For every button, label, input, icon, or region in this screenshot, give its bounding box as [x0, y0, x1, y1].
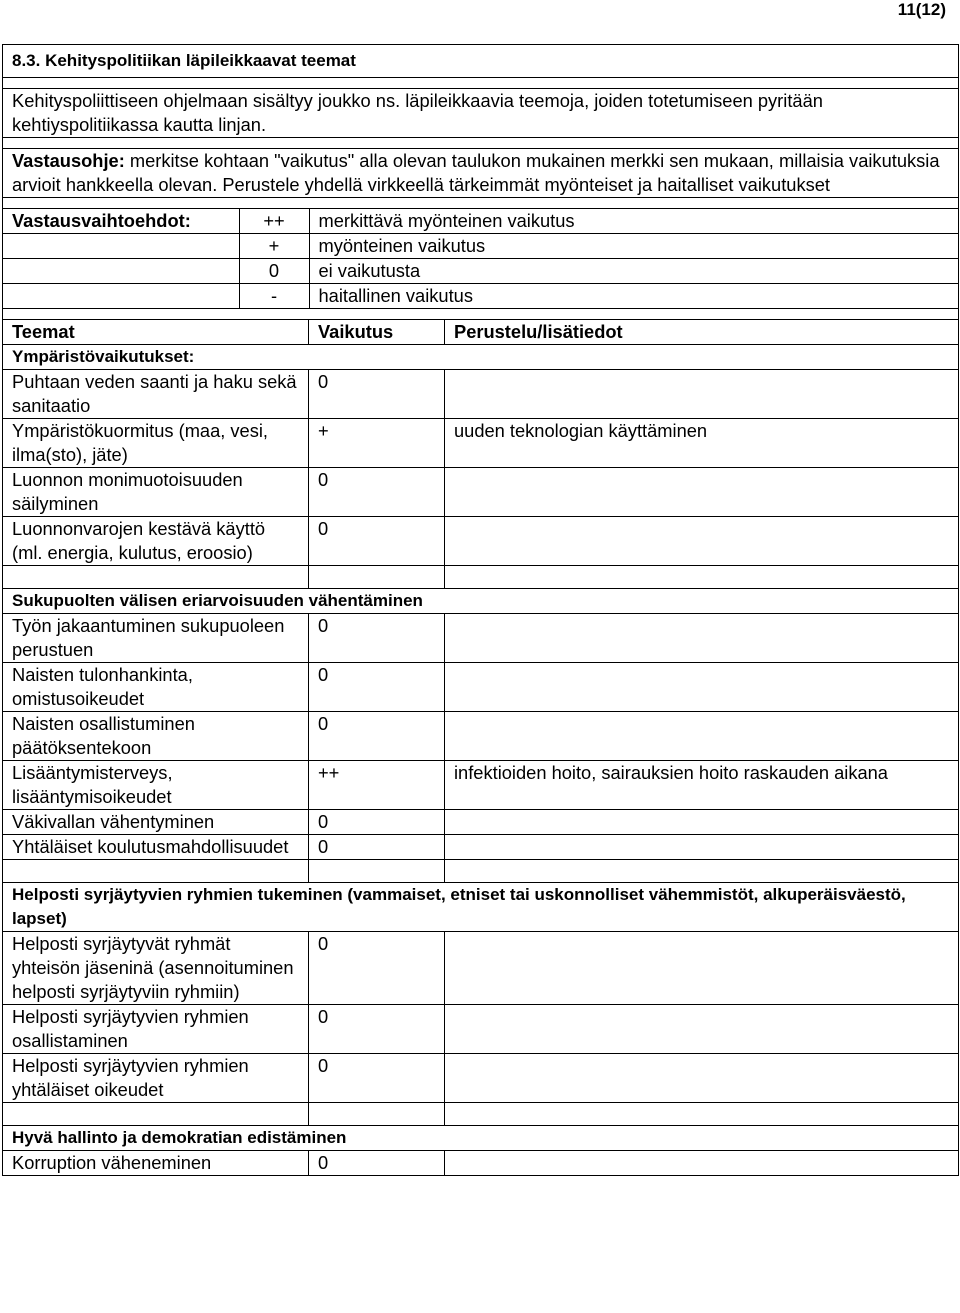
table-row [3, 932, 959, 1005]
instructions-row [3, 149, 959, 198]
assessment-table [2, 44, 959, 1176]
option-text: ei vaikutusta [309, 259, 958, 284]
section-title-row [3, 589, 959, 614]
option-row [3, 259, 958, 284]
theme-cell: Yhtäläiset koulutusmahdollisuudet [3, 835, 309, 860]
option-row [3, 234, 958, 259]
table-row [3, 1005, 959, 1054]
impact-cell: ++ [309, 761, 445, 810]
section-title: Ympäristövaikutukset: [3, 345, 959, 370]
theme-cell: Helposti syrjäytyvien ryhmien yhtäläiset oikeudet [3, 1054, 309, 1103]
table-row [3, 761, 959, 810]
theme-cell: Korruption väheneminen [3, 1151, 309, 1176]
table-row [3, 835, 959, 860]
heading-row [3, 45, 959, 78]
table-row [3, 468, 959, 517]
rationale-cell [445, 1151, 959, 1176]
rationale-cell [445, 663, 959, 712]
table-row [3, 1151, 959, 1176]
rationale-cell [445, 1005, 959, 1054]
theme-cell: Lisääntymisterveys, lisääntymisoikeudet [3, 761, 309, 810]
section-heading: 8.3. Kehityspolitiikan läpileikkaavat teemat [3, 45, 959, 78]
rationale-cell [445, 932, 959, 1005]
theme-cell: Väkivallan vähentyminen [3, 810, 309, 835]
instructions-label: Vastausohje: [12, 150, 125, 171]
table-row [3, 517, 959, 566]
rationale-cell [445, 517, 959, 566]
table-row [3, 663, 959, 712]
options-row [3, 209, 959, 309]
table-row [3, 1054, 959, 1103]
rationale-cell: infektioiden hoito, sairauksien hoito raskauden aikana [445, 761, 959, 810]
theme-cell: Helposti syrjäytyvien ryhmien osallistaminen [3, 1005, 309, 1054]
rationale-cell [445, 810, 959, 835]
table-row [3, 810, 959, 835]
table-row [3, 614, 959, 663]
instructions-cell [3, 149, 959, 198]
rationale-cell: uuden teknologian käyttäminen [445, 419, 959, 468]
page-number: 11(12) [897, 0, 946, 19]
theme-cell: Luonnon monimuotoisuuden säilyminen [3, 468, 309, 517]
option-row [3, 209, 958, 234]
table-row [3, 419, 959, 468]
rationale-cell [445, 614, 959, 663]
impact-cell: 0 [309, 932, 445, 1005]
theme-cell: Naisten tulonhankinta, omistusoikeudet [3, 663, 309, 712]
theme-cell: Naisten osallistuminen päätöksentekoon [3, 712, 309, 761]
section-title-row [3, 1126, 959, 1151]
options-label-spacer [3, 259, 239, 284]
impact-cell: 0 [309, 1005, 445, 1054]
intro-text: Kehityspoliittiseen ohjelmaan sisältyy joukko ns. läpileikkaavia teemoja, joiden totetumiseen pyritään kehtiyspolitiikassa kautta linjan. [3, 89, 959, 138]
theme-cell: Ympäristökuormitus (maa, vesi, ilma(sto), jäte) [3, 419, 309, 468]
theme-cell: Puhtaan veden saanti ja haku sekä sanitaatio [3, 370, 309, 419]
header-impact: Vaikutus [309, 320, 445, 345]
section-title: Hyvä hallinto ja demokratian edistäminen [3, 1126, 959, 1151]
table-header-row [3, 320, 959, 345]
section-title: Helposti syrjäytyvien ryhmien tukeminen (vammaiset, etniset tai uskonnolliset vähemmistöt, alkuperäisväestö, lapset) [3, 883, 959, 932]
option-text: merkittävä myönteinen vaikutus [318, 210, 575, 231]
rationale-cell [445, 712, 959, 761]
intro-row [3, 89, 959, 138]
rationale-cell [445, 468, 959, 517]
impact-cell: + [309, 419, 445, 468]
impact-cell: 0 [309, 1151, 445, 1176]
theme-cell: Helposti syrjäytyvät ryhmät yhteisön jäseninä (asennoituminen helposti syrjäytyviin ryhmiin) [3, 932, 309, 1005]
option-row [3, 284, 958, 309]
header-theme: Teemat [3, 320, 309, 345]
impact-cell: 0 [309, 468, 445, 517]
theme-cell: Työn jakaantuminen sukupuoleen perustuen [3, 614, 309, 663]
impact-cell: 0 [309, 1054, 445, 1103]
header-rationale: Perustelu/lisätiedot [445, 320, 959, 345]
option-text: haitallinen vaikutus [309, 284, 958, 309]
impact-cell: 0 [309, 370, 445, 419]
option-symbol: 0 [239, 259, 309, 284]
impact-cell: 0 [309, 810, 445, 835]
impact-cell: 0 [309, 835, 445, 860]
instructions-text: merkitse kohtaan "vaikutus" alla olevan taulukon mukainen merkki sen mukaan, millaisia vaikutuksia arvioit hankkeella olevan. Perustele yhdellä virkkeellä tärkeimmät myönteiset ja haitalliset vaikutukset [12, 150, 940, 195]
option-symbol: - [239, 284, 309, 309]
rationale-cell [445, 835, 959, 860]
option-text: myönteinen vaikutus [309, 234, 958, 259]
impact-cell: 0 [309, 712, 445, 761]
table-row [3, 370, 959, 419]
options-label: Vastausvaihtoehdot: [3, 209, 239, 234]
theme-cell: Luonnonvarojen kestävä käyttö (ml. energia, kulutus, eroosio) [3, 517, 309, 566]
table-row [3, 712, 959, 761]
section-title: Sukupuolten välisen eriarvoisuuden vähentäminen [3, 589, 959, 614]
rationale-cell [445, 1054, 959, 1103]
section-title-row [3, 345, 959, 370]
options-label-spacer [3, 284, 239, 309]
impact-cell: 0 [309, 517, 445, 566]
impact-cell: 0 [309, 663, 445, 712]
section-title-row [3, 883, 959, 932]
options-label-spacer [3, 234, 239, 259]
option-symbol: ++ [239, 209, 309, 234]
impact-cell: 0 [309, 614, 445, 663]
rationale-cell [445, 370, 959, 419]
option-symbol: + [239, 234, 309, 259]
